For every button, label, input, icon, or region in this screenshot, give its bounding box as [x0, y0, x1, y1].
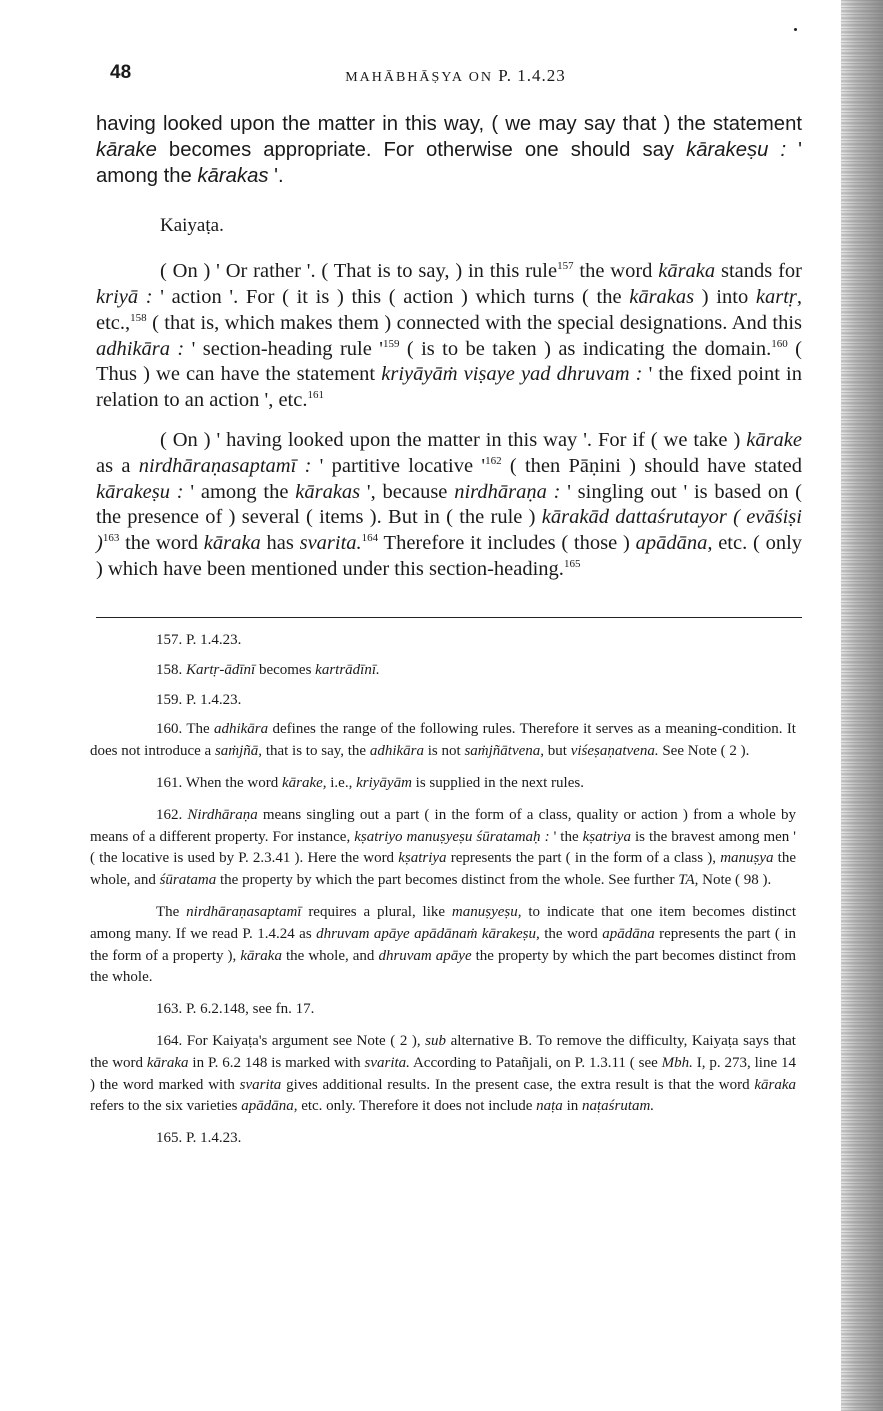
- text-run: the whole, and: [90, 850, 797, 889]
- italic-term: kārake,: [281, 774, 327, 791]
- footnote-ref: 157: [557, 260, 574, 273]
- text-run: ' among the: [96, 138, 802, 187]
- text-run: The: [156, 903, 187, 920]
- text-run: refers to the six varieties: [90, 1098, 242, 1115]
- text-run: 159. P. 1.4.23.: [156, 691, 242, 708]
- footnote-ref: 159: [382, 337, 400, 350]
- text-run: i.e.,: [326, 774, 357, 791]
- italic-term: kārakād dattaśrutayor ( evāśiṣi ): [96, 506, 802, 555]
- text-run: ' the fixed point in relation to an action ', etc.: [96, 363, 802, 412]
- text-run: ( On ) ' having looked upon the matter in this way '. For if ( we take ): [160, 428, 747, 451]
- page-header: [108, 62, 763, 92]
- text-run: in: [562, 1098, 582, 1115]
- text-run: is the bravest among men ' ( the locative is used by P. 2.3.41 ). Here the word: [90, 828, 796, 867]
- text-run: 164. For Kaiyaṭa's argument see Note ( 2 ),: [156, 1032, 426, 1049]
- text-run: becomes: [255, 661, 316, 678]
- text-run: represents the part ( in the form of a property ),: [90, 925, 796, 964]
- text-run: According to Patañjali, on P. 1.3.11 ( see: [409, 1054, 662, 1071]
- footnote-157: [90, 630, 796, 652]
- italic-term: naṭaśrutam.: [581, 1098, 655, 1115]
- text-run: has: [260, 532, 300, 555]
- paragraph-3: [96, 428, 802, 583]
- running-title-rule: P. 1.4.23: [498, 66, 566, 85]
- text-run: the property by which the part becomes distinct from the whole.: [90, 947, 797, 986]
- text-run: ) into: [694, 285, 756, 308]
- text-run: the word: [573, 260, 659, 283]
- text-run: gives additional results. In the present case, the extra result is that the word: [281, 1076, 755, 1093]
- text-run: alternative B. To remove the difficulty, Kaiyaṭa says that the word: [90, 1032, 796, 1071]
- italic-term: viśeṣaṇatvena.: [570, 743, 659, 760]
- text-run: See Note ( 2 ).: [658, 743, 750, 760]
- italic-term: saṁjñā,: [214, 743, 263, 760]
- italic-term: apādāna,: [635, 532, 713, 555]
- italic-term: TA,: [678, 872, 699, 889]
- page-edge-shadow: [841, 0, 883, 1411]
- footnote-165: [90, 1128, 796, 1150]
- footnote-164: [90, 1031, 796, 1118]
- italic-term: kārake: [96, 138, 157, 161]
- italic-term: kartṛ,: [755, 285, 802, 308]
- italic-term: kārakeṣu :: [96, 480, 184, 503]
- italic-term: kriyāyāṁ viṣaye yad dhruvam :: [381, 363, 643, 386]
- text-run: I, p. 273, line 14 ) the word marked with: [90, 1054, 796, 1093]
- italic-term: kāraka: [240, 947, 282, 964]
- italic-term: dhruvam apāye: [378, 947, 472, 964]
- italic-term: kāraka: [754, 1076, 797, 1093]
- italic-term: kāraka: [146, 1054, 189, 1071]
- text-run: ( that is, which makes them ) connected with the special designations. And this: [146, 311, 802, 334]
- italic-term: naṭa: [536, 1098, 563, 1115]
- italic-term: kārakas: [197, 164, 269, 187]
- text-run: ( then Pāṇini ) should have stated: [501, 454, 803, 477]
- text-run: the whole, and: [281, 947, 379, 964]
- italic-term: kārakas: [629, 285, 695, 308]
- italic-term: apādāna: [602, 925, 655, 942]
- text-run: 161. When the word: [156, 774, 282, 791]
- text-run: that is to say, the: [262, 743, 370, 760]
- italic-term: kṣatriya: [582, 828, 631, 845]
- footnote-ref: 160: [771, 337, 788, 350]
- footnote-ref: 163: [102, 532, 120, 545]
- text-run: 165. P. 1.4.23.: [156, 1130, 242, 1147]
- speck: [794, 28, 797, 31]
- italic-term: Mbh.: [661, 1054, 693, 1071]
- text-run: etc. ( only ) which have been mentioned under this section-heading.: [96, 532, 803, 580]
- text-run: 162.: [156, 806, 188, 823]
- paragraph-2: [96, 259, 802, 414]
- italic-term: kāraka: [203, 532, 261, 555]
- footnote-ref: 164: [361, 532, 379, 545]
- footnote-161: [90, 773, 796, 795]
- text-run: etc.,: [96, 311, 131, 334]
- page-number: 48: [110, 62, 132, 83]
- footnote-162: [90, 805, 796, 892]
- text-run: ( Thus ) we can have the statement: [96, 337, 803, 386]
- italic-term: manuṣyeṣu,: [451, 903, 522, 920]
- italic-term: adhikāra: [369, 743, 424, 760]
- text-run: etc. only. Therefore it does not include: [297, 1098, 537, 1115]
- italic-term: kriyāyām: [356, 774, 412, 791]
- text-run: becomes appropriate. For otherwise one should say: [156, 138, 687, 161]
- italic-term: adhikāra :: [96, 337, 185, 360]
- footnote-159: [90, 690, 796, 712]
- italic-term: śūratama: [159, 872, 217, 889]
- text-run: to indicate that one item becomes distinct among many. If we read P. 1.4.24 as: [90, 903, 796, 942]
- footnote-158: [90, 660, 796, 682]
- text-run: ' action '. For ( it is ) this ( action ) which turns ( the: [152, 285, 630, 308]
- text-run: Therefore it includes ( those ): [378, 532, 636, 555]
- italic-term: svarita: [239, 1076, 282, 1093]
- italic-term: Nirdhāraṇa: [187, 806, 258, 823]
- italic-term: manuṣya: [720, 850, 774, 867]
- text-run: but: [544, 743, 571, 760]
- italic-term: kriyā :: [96, 285, 153, 308]
- text-run: 158.: [156, 661, 186, 678]
- paragraph-1: [96, 112, 802, 189]
- footnote-ref: 161: [307, 389, 324, 402]
- running-title: [108, 66, 763, 86]
- footnote-160: [90, 719, 796, 763]
- running-title-text: MAHĀBHĀṢYA ON: [345, 70, 493, 85]
- footnotes: [90, 630, 796, 1160]
- main-text: [96, 112, 802, 583]
- text-run: stands for: [715, 260, 802, 283]
- italic-term: kārakas: [295, 480, 361, 503]
- italic-term: saṁjñātvena,: [464, 743, 545, 760]
- text-run: Note ( 98 ).: [698, 872, 772, 889]
- italic-term: kṣatriyo manuṣyeṣu śūratamaḥ :: [354, 828, 550, 845]
- text-run: defines the range of the following rules. Therefore it serves as a meaning-condition. It does not introduce a: [90, 721, 796, 760]
- footnote-ref: 158: [130, 311, 147, 324]
- text-run: the word: [119, 532, 204, 555]
- italic-term: adhikāra: [213, 721, 269, 738]
- text-run: 157. P. 1.4.23.: [156, 632, 242, 648]
- text-run: in P. 6.2 148 is marked with: [188, 1054, 365, 1071]
- text-run: ' among the: [183, 480, 296, 503]
- italic-term: svarita.: [299, 532, 362, 555]
- text-run: ( is to be taken ) as indicating the domain.: [399, 337, 772, 360]
- text-run: ', because: [360, 480, 455, 503]
- italic-term: sub: [425, 1032, 447, 1049]
- footnote-163: [90, 999, 796, 1021]
- text-run: means singling out a part ( in the form of a class, quality or action ) from a whole by means of a different property. For instance,: [90, 806, 796, 845]
- italic-term: dhruvam apāye apādānaṁ kārakeṣu,: [316, 925, 540, 942]
- italic-term: kāraka: [658, 260, 716, 283]
- footnote-ref: 162: [485, 454, 502, 467]
- kaiyata-heading: Kaiyaṭa.: [160, 215, 224, 237]
- text-run: is not: [424, 743, 465, 760]
- footnote-ref: 165: [563, 558, 581, 571]
- text-run: the property by which the part becomes distinct from the whole. See further: [216, 872, 679, 889]
- italic-term: nirdhāraṇa :: [454, 480, 561, 503]
- italic-term: kartrādīnī.: [315, 661, 380, 678]
- text-run: ( On ) ' Or rather '. ( That is to say, ) in this rule: [160, 260, 558, 283]
- italic-term: kārakeṣu :: [686, 138, 787, 161]
- italic-term: kārake: [746, 428, 802, 451]
- text-run: ' the: [549, 828, 583, 845]
- italic-term: kṣatriya: [398, 850, 447, 867]
- text-run: 160. The: [156, 721, 214, 738]
- text-run: ' partitive locative ': [311, 454, 486, 477]
- text-run: having looked upon the matter in this way, ( we may say that ) the statement: [96, 113, 802, 135]
- italic-term: nirdhāraṇasaptamī :: [138, 454, 312, 477]
- footnote-162-continued: [90, 902, 796, 989]
- text-run: requires a plural, like: [301, 903, 452, 920]
- italic-term: apādāna,: [241, 1098, 298, 1115]
- text-run: represents the part ( in the form of a class ),: [446, 850, 721, 867]
- text-run: 163. P. 6.2.148, see fn. 17.: [156, 1001, 315, 1018]
- italic-term: svarita.: [364, 1054, 410, 1071]
- text-run: as a: [96, 454, 139, 477]
- text-run: the word: [539, 925, 603, 942]
- text-run: is supplied in the next rules.: [411, 774, 584, 791]
- footnote-divider: [96, 617, 802, 618]
- italic-term: Kartṛ-ādīnī: [186, 661, 256, 678]
- text-run: '.: [268, 164, 284, 187]
- italic-term: nirdhāraṇasaptamī: [186, 903, 302, 920]
- text-run: ' singling out ' is based on ( the presence of ) several ( items ). But in ( the rule ): [96, 480, 802, 529]
- text-run: ' section-heading rule ': [184, 337, 383, 360]
